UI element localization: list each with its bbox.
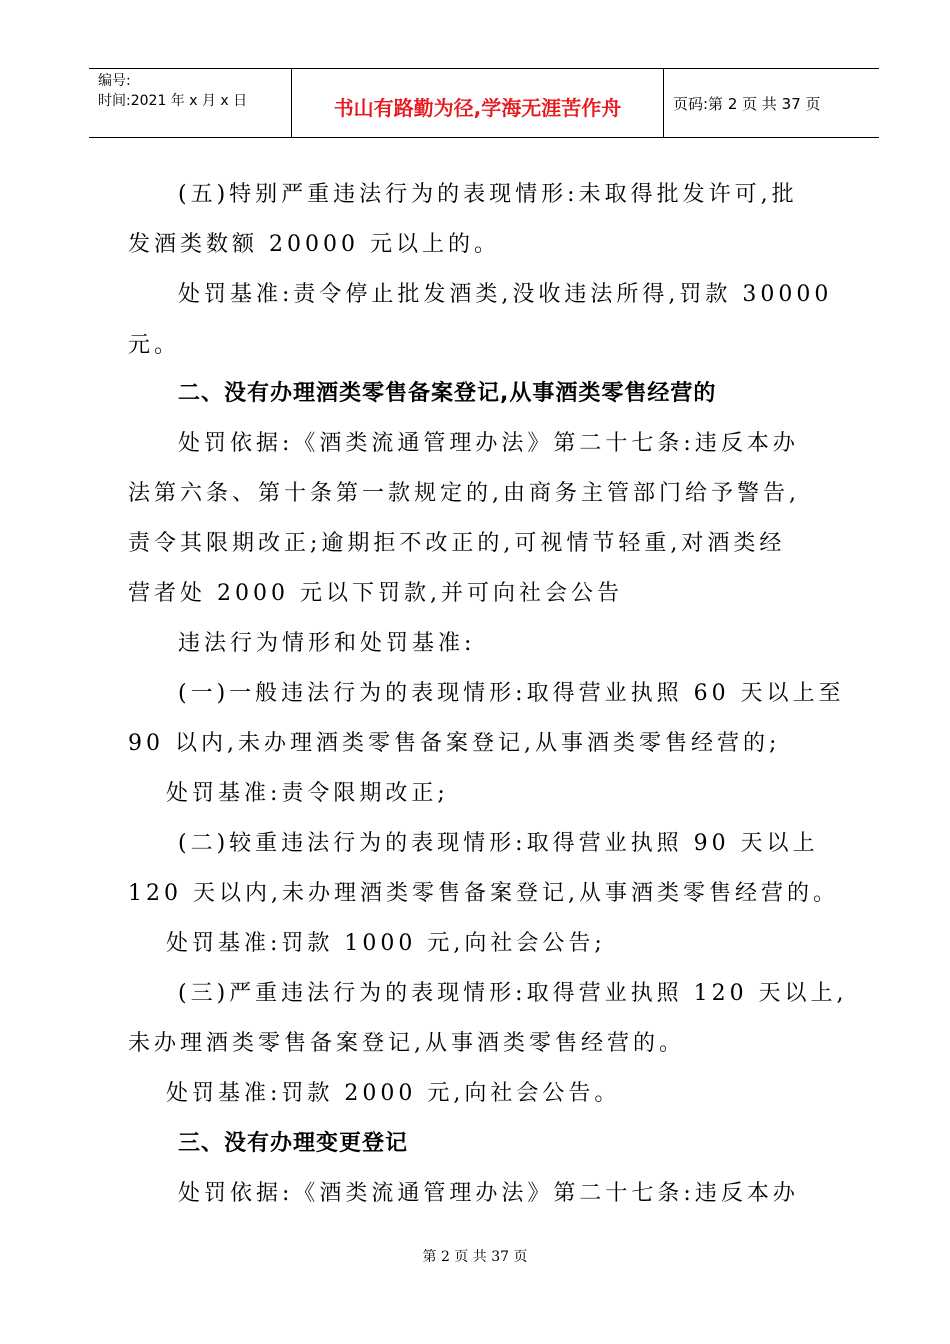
time-label: 时间:2021 年 x 月 x 日: [98, 93, 248, 109]
text-line: 责令其限期改正;逾期拒不改正的,可视情节轻重,对酒类经: [128, 531, 786, 556]
text-line: 法第六条、第十条第一款规定的,由商务主管部门给予警告,: [128, 481, 800, 506]
section-heading: 二、没有办理酒类零售备案登记,从事酒类零售经营的: [178, 381, 717, 406]
text-line: 处罚基准:罚款 2000 元,向社会公告。: [166, 1081, 621, 1106]
header-meta-cell: [89, 69, 292, 137]
header-page-cell: [664, 69, 879, 137]
text-line: 未办理酒类零售备案登记,从事酒类零售经营的。: [128, 1031, 685, 1056]
text-line: 处罚基准:罚款 1000 元,向社会公告;: [166, 931, 606, 956]
page-header: [89, 68, 879, 138]
header-page-info: 页码:第 2 页 共 37 页: [673, 95, 821, 113]
text-line: (二)较重违法行为的表现情形:取得营业执照 90 天以上: [178, 831, 819, 856]
text-line: 元。: [128, 333, 181, 358]
text-line: 处罚基准:责令停止批发酒类,没收违法所得,罚款 30000: [178, 282, 833, 307]
text-line: 违法行为情形和处罚基准:: [178, 631, 476, 656]
motto-text: 书山有路勤为径,学海无涯苦作舟: [333, 96, 622, 120]
text-line: (五)特别严重违法行为的表现情形:未取得批发许可,批: [178, 182, 798, 207]
text-line: 营者处 2000 元以下罚款,并可向社会公告: [128, 581, 623, 606]
text-line: 120 天以内,未办理酒类零售备案登记,从事酒类零售经营的。: [128, 881, 839, 906]
text-line: (一)一般违法行为的表现情形:取得营业执照 60 天以上至: [178, 681, 845, 706]
text-line: 处罚依据:《酒类流通管理办法》第二十七条:违反本办: [178, 1181, 799, 1206]
text-line: (三)严重违法行为的表现情形:取得营业执照 120 天以上,: [178, 981, 848, 1006]
text-line: 处罚基准:责令限期改正;: [166, 781, 449, 806]
serial-label: 编号:: [98, 73, 131, 89]
text-line: 90 以内,未办理酒类零售备案登记,从事酒类零售经营的;: [128, 731, 781, 756]
text-line: 发酒类数额 20000 元以上的。: [128, 232, 500, 257]
page-footer: 第 2 页 共 37 页: [422, 1249, 528, 1265]
text-line: 处罚依据:《酒类流通管理办法》第二十七条:违反本办: [178, 431, 799, 456]
section-heading: 三、没有办理变更登记: [178, 1131, 409, 1156]
header-motto-cell: [292, 69, 664, 137]
